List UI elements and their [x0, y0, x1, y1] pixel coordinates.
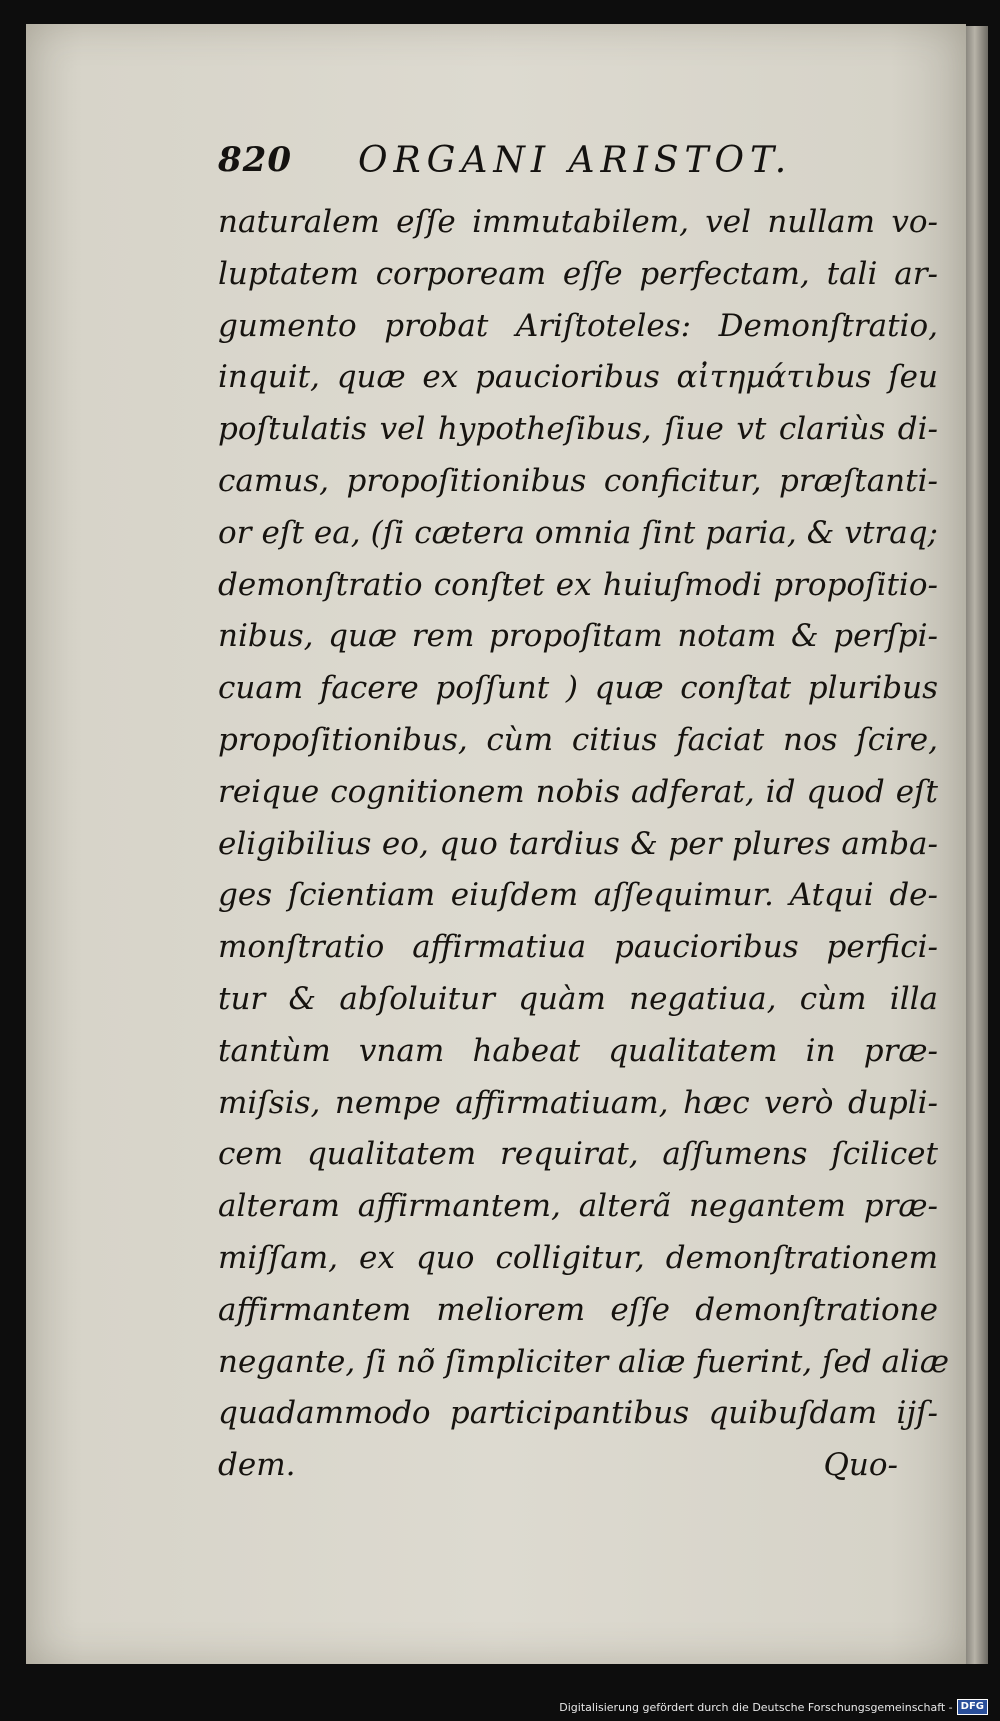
- funding-credit: Digitalisierung gefördert durch die Deutsche Forschungsgemeinschaft -: [559, 1700, 953, 1714]
- text-line: luptatem corpoream eſſe perfectam, tali ar-: [218, 255, 938, 292]
- digitization-footer: [559, 1698, 988, 1716]
- final-line: [218, 1440, 938, 1492]
- dfg-logo: DFG: [957, 1699, 988, 1715]
- text-line: eligibilius eo, quo tardius & per plures amba-: [218, 825, 938, 862]
- text-line: miſsis, nempe affirmatiuam, hæc verò dupli-: [218, 1084, 938, 1121]
- text-line: propoſitionibus, cùm citius faciat nos ſcire,: [218, 721, 938, 758]
- text-line: poſtulatis vel hypotheſibus, ſiue vt clariùs di-: [218, 411, 938, 448]
- text-line: ges ſcientiam eiuſdem aſſequimur. Atqui de-: [218, 877, 938, 914]
- text-line: gumento probat Ariſtoteles: Demonſtratio,: [218, 307, 938, 344]
- text-line: camus, propoſitionibus conficitur, præſtanti-: [218, 462, 938, 499]
- text-line: naturalem eſſe immutabilem, vel nullam vo-: [218, 204, 938, 240]
- running-head: [218, 140, 898, 200]
- text-line: monſtratio affirmatiua paucioribus perfici-: [218, 929, 938, 966]
- text-line: affirmantem meliorem eſſe demonſtratione: [218, 1291, 938, 1328]
- text-line: cem qualitatem requirat, aſſumens ſcilicet: [218, 1136, 938, 1173]
- text-line: alteram affirmantem, alterã negantem præ-: [218, 1188, 938, 1225]
- catchword: Quo-: [823, 1447, 898, 1484]
- page-number: 820: [218, 140, 292, 180]
- text-line: cuam facere poſſunt ) quæ conſtat pluribus: [218, 670, 938, 707]
- page-edge: [966, 26, 988, 1664]
- text-line: quadammodo participantibus quibuſdam ijſ-: [218, 1395, 938, 1432]
- text-line: inquit, quæ ex paucioribus αἰτημάτιbus ſeu: [218, 359, 938, 396]
- body-text: [218, 197, 949, 1492]
- text-line: or eſt ea, (ſi cætera omnia ſint paria, & vtraq;: [218, 514, 938, 551]
- text-line: negante, ſi nõ ſimpliciter aliæ fuerint, ſed aliæ: [218, 1343, 949, 1380]
- text-line: tantùm vnam habeat qualitatem in præ-: [218, 1032, 938, 1069]
- text-line: tur & abſoluitur quàm negatiua, cùm illa: [218, 980, 938, 1017]
- text-line: reique cognitionem nobis adferat, id quod eſt: [218, 773, 938, 810]
- running-title: ORGANI ARISTOT.: [358, 140, 793, 181]
- text-line: miſſam, ex quo colligitur, demonſtrationem: [218, 1239, 938, 1276]
- text-line: demonſtratio conſtet ex huiuſmodi propoſitio-: [218, 566, 938, 603]
- last-line-text: dem.: [218, 1447, 296, 1484]
- text-line: nibus, quæ rem propoſitam notam & perſpi-: [218, 618, 938, 655]
